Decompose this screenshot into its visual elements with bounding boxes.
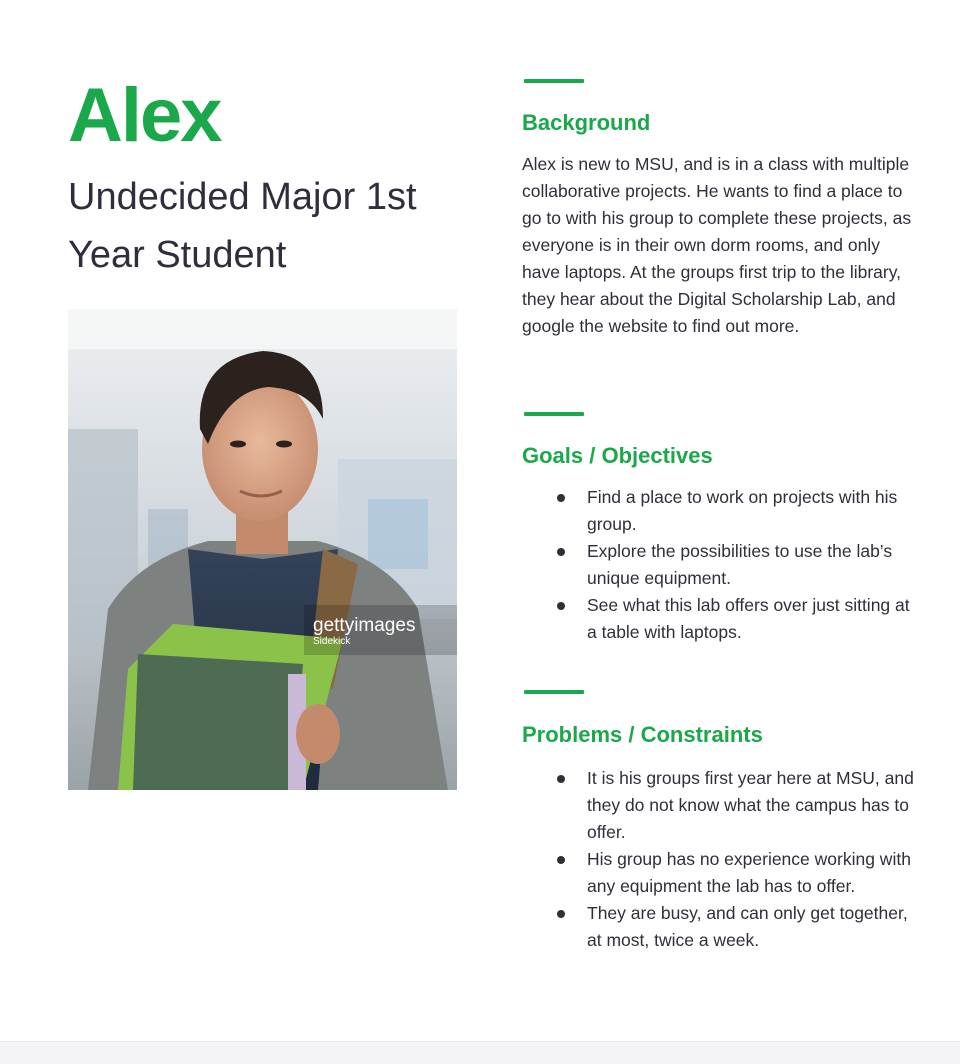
problems-divider [524, 690, 584, 694]
problems-list [522, 765, 922, 954]
list-item: Find a place to work on projects with his group. [522, 484, 922, 538]
bullet-icon [557, 494, 565, 502]
bullet-icon [557, 910, 565, 918]
watermark-brand: gettyimages [313, 615, 416, 636]
goals-heading: Goals / Objectives [522, 443, 713, 468]
page-bottom-edge [0, 1041, 960, 1064]
persona-photo [68, 309, 457, 790]
list-item: See what this lab offers over just sitting at a table with laptops. [522, 592, 922, 646]
background-text: Alex is new to MSU, and is in a class with multiple collaborative projects. He wants to find a place to go to with his group to complete these projects, as everyone is in their own dorm rooms, and only have laptops. At the groups first trip to the library, they hear about the Digital Scholarship Lab, and google the website to find out more. [522, 154, 912, 336]
bullet-icon [557, 775, 565, 783]
list-item: Explore the possibilities to use the lab’s unique equipment. [522, 538, 922, 592]
bullet-icon [557, 602, 565, 610]
watermark-credit: Sidekick [313, 636, 351, 647]
goals-divider [524, 412, 584, 416]
problems-heading: Problems / Constraints [522, 722, 763, 747]
persona-role: Undecided Major 1st Year Student [68, 176, 417, 276]
background-heading: Background [522, 110, 651, 135]
list-item: It is his groups first year here at MSU, and they do not know what the campus has to offer. [522, 765, 922, 846]
goals-list [522, 484, 922, 646]
background-divider [524, 79, 584, 83]
bullet-icon [557, 856, 565, 864]
bullet-icon [557, 548, 565, 556]
list-item: His group has no experience working with any equipment the lab has to offer. [522, 846, 922, 900]
list-item: They are busy, and can only get together, at most, twice a week. [522, 900, 922, 954]
persona-name: Alex [68, 73, 221, 158]
